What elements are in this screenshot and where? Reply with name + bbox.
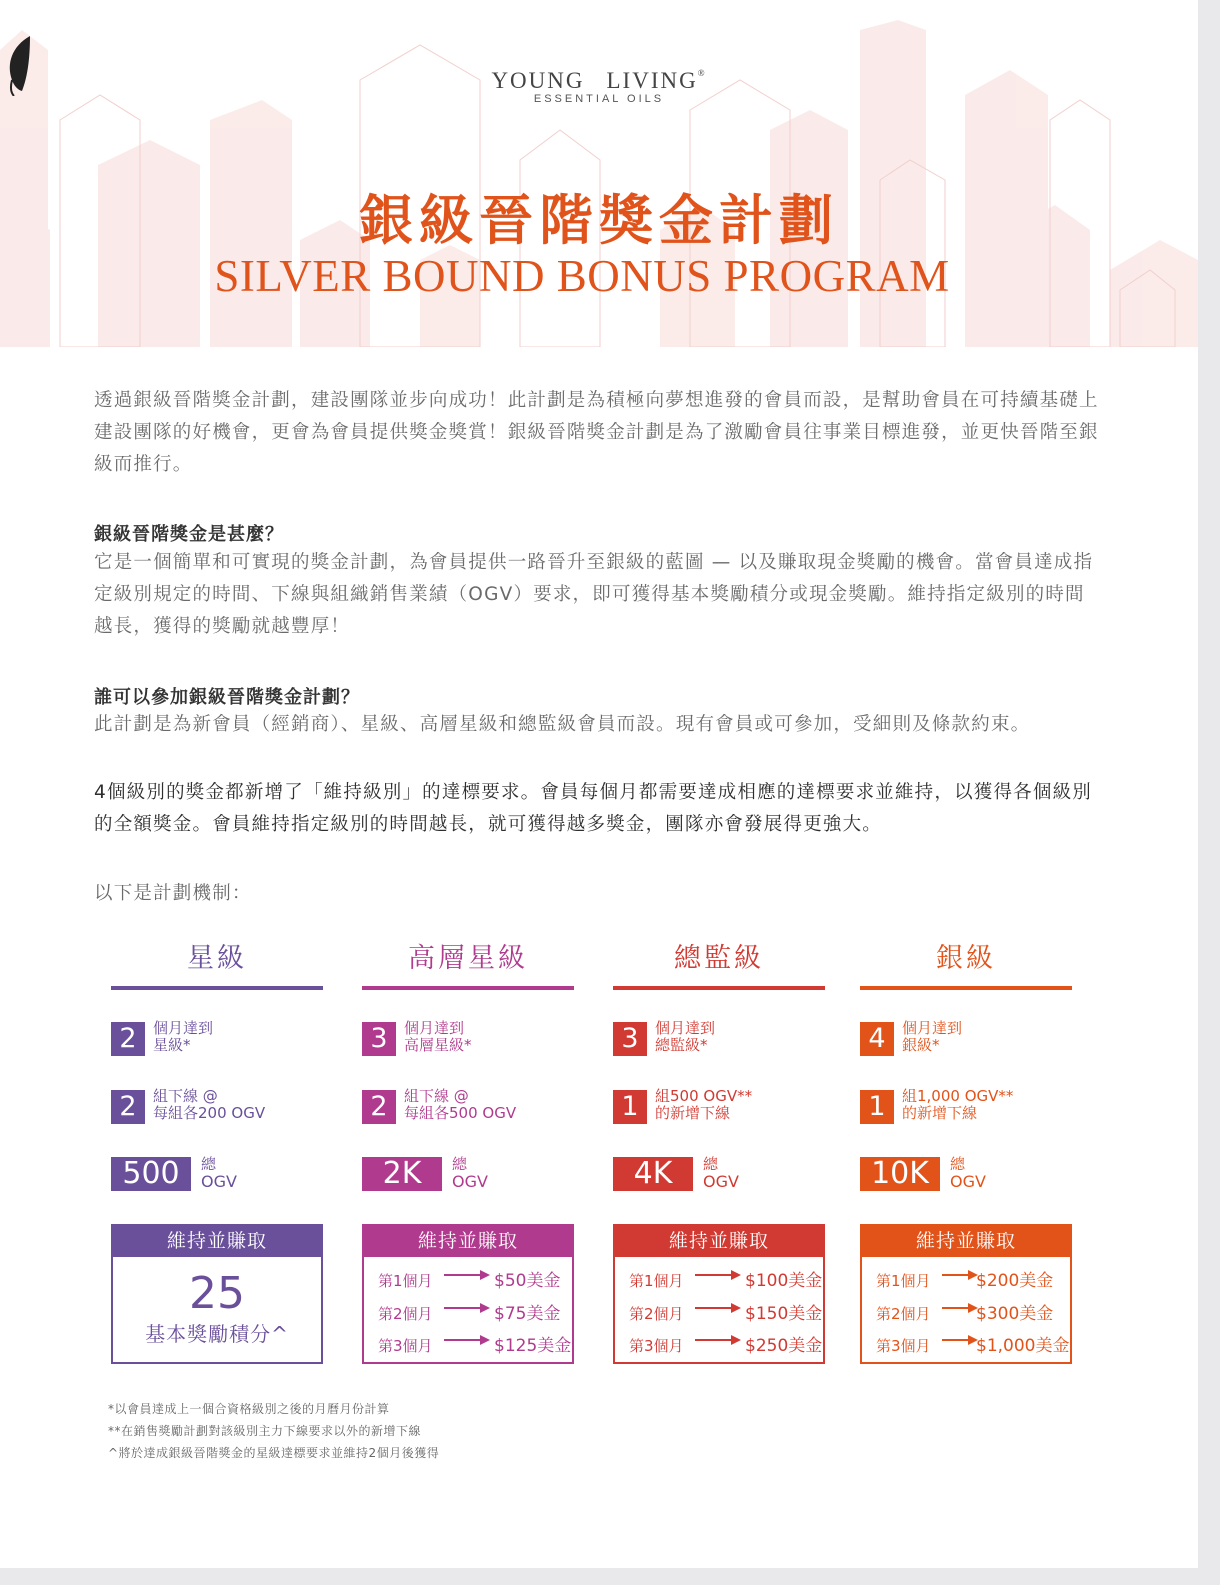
earn-header: 維持並賺取 xyxy=(615,1226,823,1257)
viewer-bottom-edge xyxy=(0,1568,1220,1585)
months-label-line1: 個月達到 xyxy=(404,1019,465,1037)
logo-subtitle: ESSENTIAL OILS xyxy=(533,93,665,105)
page-title-chinese: 銀級晉階獎金計劃 xyxy=(359,189,839,252)
earn-box xyxy=(111,1224,323,1364)
mechanism-label: 以下是計劃機制： xyxy=(94,883,252,904)
payout-month: 第1個月 xyxy=(629,1272,684,1290)
tier-column-silver xyxy=(860,940,1072,1356)
ogv-label-line2: OGV xyxy=(950,1172,986,1191)
payout-month: 第2個月 xyxy=(629,1305,684,1323)
earn-box xyxy=(613,1224,825,1364)
tier-title: 高層星級 xyxy=(408,943,528,974)
months-label xyxy=(153,1020,323,1054)
bonus-points-label: 基本獎勵積分^ xyxy=(145,1322,289,1346)
months-label xyxy=(902,1020,1072,1054)
tier-divider xyxy=(362,986,574,990)
payout-amount: $125美金 xyxy=(494,1336,572,1356)
who-paragraph: 此計劃是為新會員（經銷商）、星級、高層星級和總監級會員而設。現有會員或可參加，受細則及條款約束。 xyxy=(94,714,1031,735)
ogv-label-line1: 總 xyxy=(452,1155,468,1173)
footnote: *以會員達成上一個合資格級別之後的月曆月份計算 xyxy=(108,1402,390,1416)
ogv-label-line2: OGV xyxy=(201,1172,237,1191)
who-heading: 誰可以參加銀級晉階獎金計劃？ xyxy=(94,687,360,708)
payout-amount: $250美金 xyxy=(745,1336,823,1356)
legs-label-line2: 的新增下線 xyxy=(655,1104,731,1122)
tier-divider xyxy=(860,986,1072,990)
tier-title: 銀級 xyxy=(936,943,996,974)
legs-number: 2 xyxy=(111,1090,145,1124)
ogv-value: 10K xyxy=(860,1157,940,1191)
payout-month: 第3個月 xyxy=(876,1337,931,1355)
tier-column-executive xyxy=(613,940,825,1356)
ogv-label-line1: 總 xyxy=(201,1155,217,1173)
ogv-label-line1: 總 xyxy=(950,1155,966,1173)
payout-month: 第3個月 xyxy=(378,1337,433,1355)
months-number: 4 xyxy=(860,1022,894,1056)
months-label-line2: 銀級* xyxy=(902,1036,940,1054)
footnote: **在銷售獎勵計劃對該級別主力下線要求以外的新增下線 xyxy=(108,1424,422,1438)
arrow-right-icon xyxy=(695,1270,741,1280)
what-heading: 銀級晉階獎金是甚麼？ xyxy=(94,524,284,545)
payout-amount: $50美金 xyxy=(494,1271,561,1291)
legs-label xyxy=(902,1088,1072,1122)
payout-month: 第1個月 xyxy=(378,1272,433,1290)
legs-label-line2: 每組各200 OGV xyxy=(153,1104,266,1122)
ogv-value: 2K xyxy=(362,1157,442,1191)
legs-number: 1 xyxy=(860,1090,894,1124)
payout-amount: $75美金 xyxy=(494,1304,561,1324)
earn-header: 維持並賺取 xyxy=(113,1226,321,1257)
tier-column-star xyxy=(111,940,323,1346)
payout-amount: $1,000美金 xyxy=(976,1336,1070,1356)
earn-header: 維持並賺取 xyxy=(862,1226,1070,1257)
logo-wordmark: YOUNG LIVING® xyxy=(491,68,707,93)
tier-title: 總監級 xyxy=(674,943,764,974)
months-label-line1: 個月達到 xyxy=(655,1019,716,1037)
legs-label-line1: 組1,000 OGV** xyxy=(902,1087,1014,1105)
earn-box xyxy=(860,1224,1072,1364)
tier-divider xyxy=(111,986,323,990)
ogv-value: 4K xyxy=(613,1157,693,1191)
earn-box xyxy=(362,1224,574,1364)
ogv-label-line2: OGV xyxy=(452,1172,488,1191)
months-label-line1: 個月達到 xyxy=(153,1019,214,1037)
months-label-line2: 星級* xyxy=(153,1036,191,1054)
tier-column-senior-star xyxy=(362,940,574,1356)
intro-paragraph: 透過銀級晉階獎金計劃，建設團隊並步向成功！此計劃是為積極向夢想進發的會員而設，是幫助會員在可持續基礎上建設團隊的好機會，更會為會員提供獎金獎賞！銀級晉階獎金計劃是為了激勵會員往事業目標進發，並更快晉階至銀級而推行。 xyxy=(94,390,1099,475)
ogv-value: 500 xyxy=(111,1157,191,1191)
months-label-line2: 總監級* xyxy=(655,1036,708,1054)
payout-amount: $100美金 xyxy=(745,1271,823,1291)
months-label xyxy=(404,1020,574,1054)
page-title-english: SILVER BOUND BONUS PROGRAM xyxy=(214,251,950,301)
arrow-right-icon xyxy=(444,1303,490,1313)
arrow-right-icon xyxy=(695,1303,741,1313)
ogv-label-line1: 總 xyxy=(703,1155,719,1173)
legs-label-line1: 組下線 @ xyxy=(404,1087,469,1105)
legs-number: 1 xyxy=(613,1090,647,1124)
tier-divider xyxy=(613,986,825,990)
earn-header: 維持並賺取 xyxy=(364,1226,572,1257)
maintenance-note: 4個級別的獎金都新增了「維持級別」的達標要求。會員每個月都需要達成相應的達標要求並維持，以獲得各個級別的全額獎金。會員維持指定級別的時間越長，就可獲得越多獎金，團隊亦會發展得更強大。 xyxy=(94,782,1092,835)
payout-amount: $200美金 xyxy=(976,1271,1054,1291)
payout-month: 第2個月 xyxy=(378,1305,433,1323)
payout-month: 第3個月 xyxy=(629,1337,684,1355)
ogv-label-line2: OGV xyxy=(703,1172,739,1191)
tier-title: 星級 xyxy=(187,943,247,974)
months-number: 3 xyxy=(613,1022,647,1056)
brand-logo xyxy=(0,36,1198,106)
legs-label-line1: 組500 OGV** xyxy=(655,1087,753,1105)
logo-text-young: YOUNG xyxy=(491,68,585,93)
months-label xyxy=(655,1020,825,1054)
months-label-line2: 高層星級* xyxy=(404,1036,472,1054)
logo-text-living: LIVING xyxy=(606,68,698,93)
months-number: 3 xyxy=(362,1022,396,1056)
payout-amount: $300美金 xyxy=(976,1304,1054,1324)
legs-label-line2: 的新增下線 xyxy=(902,1104,978,1122)
arrow-right-icon xyxy=(444,1335,490,1345)
payout-month: 第1個月 xyxy=(876,1272,931,1290)
viewer-right-edge xyxy=(1198,0,1220,1585)
legs-label xyxy=(404,1088,574,1122)
legs-label-line2: 每組各500 OGV xyxy=(404,1104,517,1122)
legs-label xyxy=(153,1088,323,1122)
legs-label-line1: 組下線 @ xyxy=(153,1087,218,1105)
bonus-points-value: 25 xyxy=(189,1268,245,1319)
arrow-right-icon xyxy=(444,1270,490,1280)
legs-label xyxy=(655,1088,825,1122)
payout-month: 第2個月 xyxy=(876,1305,931,1323)
payout-amount: $150美金 xyxy=(745,1304,823,1324)
footnote: ^將於達成銀級晉階獎金的星級達標要求並維持2個月後獲得 xyxy=(108,1446,440,1460)
legs-number: 2 xyxy=(362,1090,396,1124)
arrow-right-icon xyxy=(695,1335,741,1345)
what-paragraph: 它是一個簡單和可實現的獎金計劃，為會員提供一路晉升至銀級的藍圖 — 以及賺取現金獎勵的機會。當會員達成指定級別規定的時間、下線與組織銷售業績（OGV）要求，即可獲得基本獎勵積分或現金獎勵。維持指定級別的時間越長，獲得的獎勵就越豐厚！ xyxy=(94,552,1094,637)
months-label-line1: 個月達到 xyxy=(902,1019,963,1037)
months-number: 2 xyxy=(111,1022,145,1056)
hero-banner xyxy=(0,0,1198,347)
